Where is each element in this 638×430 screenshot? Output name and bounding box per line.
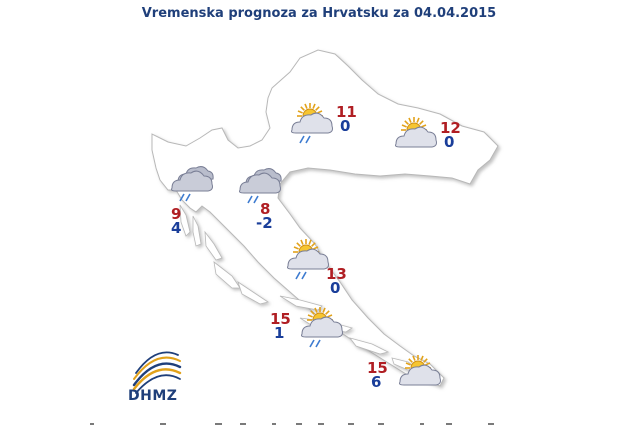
tmin-zagreb: 0 — [340, 117, 351, 135]
tmin-osijek: 0 — [444, 133, 455, 151]
tmax-dubrovnik: 15 — [367, 359, 388, 377]
sun-cloud-rain-icon-knin — [282, 236, 330, 280]
tmin-split: 1 — [274, 324, 285, 342]
cloud-rain-icon-rijeka — [166, 158, 214, 202]
tmin-knin: 0 — [330, 279, 341, 297]
tmin-gospic: -2 — [256, 214, 273, 232]
sun-cloud-rain-icon-split — [296, 304, 344, 348]
cloud-rain-icon-gospic — [234, 160, 282, 204]
tmax-knin: 13 — [326, 265, 347, 283]
tmax-rijeka: 9 — [171, 205, 182, 223]
tmax-osijek: 12 — [440, 119, 461, 137]
tmax-zagreb: 11 — [336, 103, 357, 121]
tmax-gospic: 8 — [260, 200, 271, 218]
tmax-split: 15 — [270, 310, 291, 328]
sun-cloud-rain-icon-zagreb — [286, 100, 334, 144]
logo-text: DHMZ — [128, 388, 178, 404]
sun-cloud-icon-dubrovnik — [394, 352, 442, 396]
sun-cloud-icon-osijek — [390, 114, 438, 158]
tmin-rijeka: 4 — [171, 219, 182, 237]
page-title: Vremenska prognoza za Hrvatsku za 04.04.2015 — [141, 6, 497, 21]
tmin-dubrovnik: 6 — [371, 373, 382, 391]
